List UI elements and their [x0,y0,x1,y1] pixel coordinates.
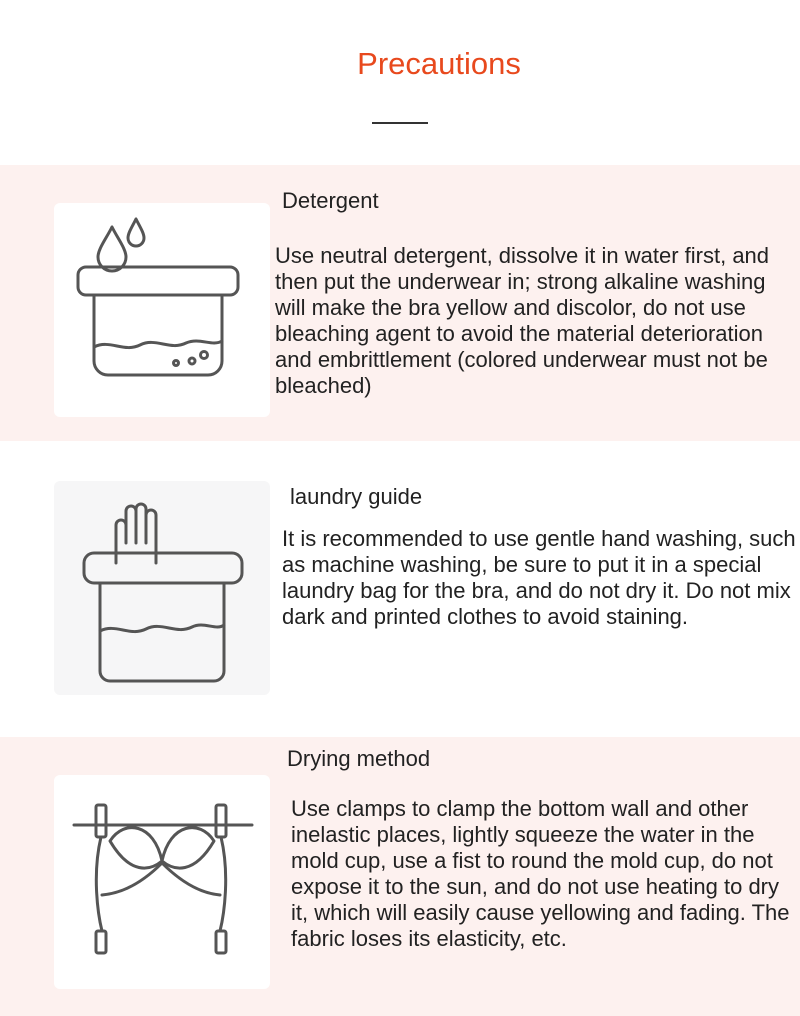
title-divider [372,122,428,124]
section-body-laundry-guide: It is recommended to use gentle hand washing, such as machine washing, be sure to put it in a special laundry bag for the bra, and do not dry it. Do not mix dark and printed clothes to avoid staining. [282,526,796,629]
drying-icon-box [54,775,270,989]
section-body-detergent: Use neutral detergent, dissolve it in water first, and then put the underwear in; strong alkaline washing will make the bra yellow and discolor, do not use bleaching agent to avoid the material deterioration and embrittlement (colored underwear must not be bleached) [275,243,770,398]
detergent-icon-box [54,203,270,417]
laundry-icon-box [54,481,270,695]
bra-drying-clamps-icon [54,775,270,989]
section-heading-laundry-guide: laundry guide [290,484,423,509]
section-laundry-guide [0,441,800,737]
section-drying-method [0,737,800,1016]
section-heading-drying-method: Drying method [287,746,431,771]
hand-wash-icon [54,481,270,695]
page-title: Precautions [357,46,521,81]
section-body-drying-method: Use clamps to clamp the bottom wall and other inelastic places, lightly squeeze the water in the mold cup, use a fist to round the mold cup, do not expose it to the sun, and do not use heating to dry it, which will easily cause yellowing and fading. The fabric loses its elasticity, etc. [291,796,790,951]
section-heading-detergent: Detergent [282,188,379,213]
detergent-basin-icon [54,203,270,417]
section-detergent [0,165,800,441]
